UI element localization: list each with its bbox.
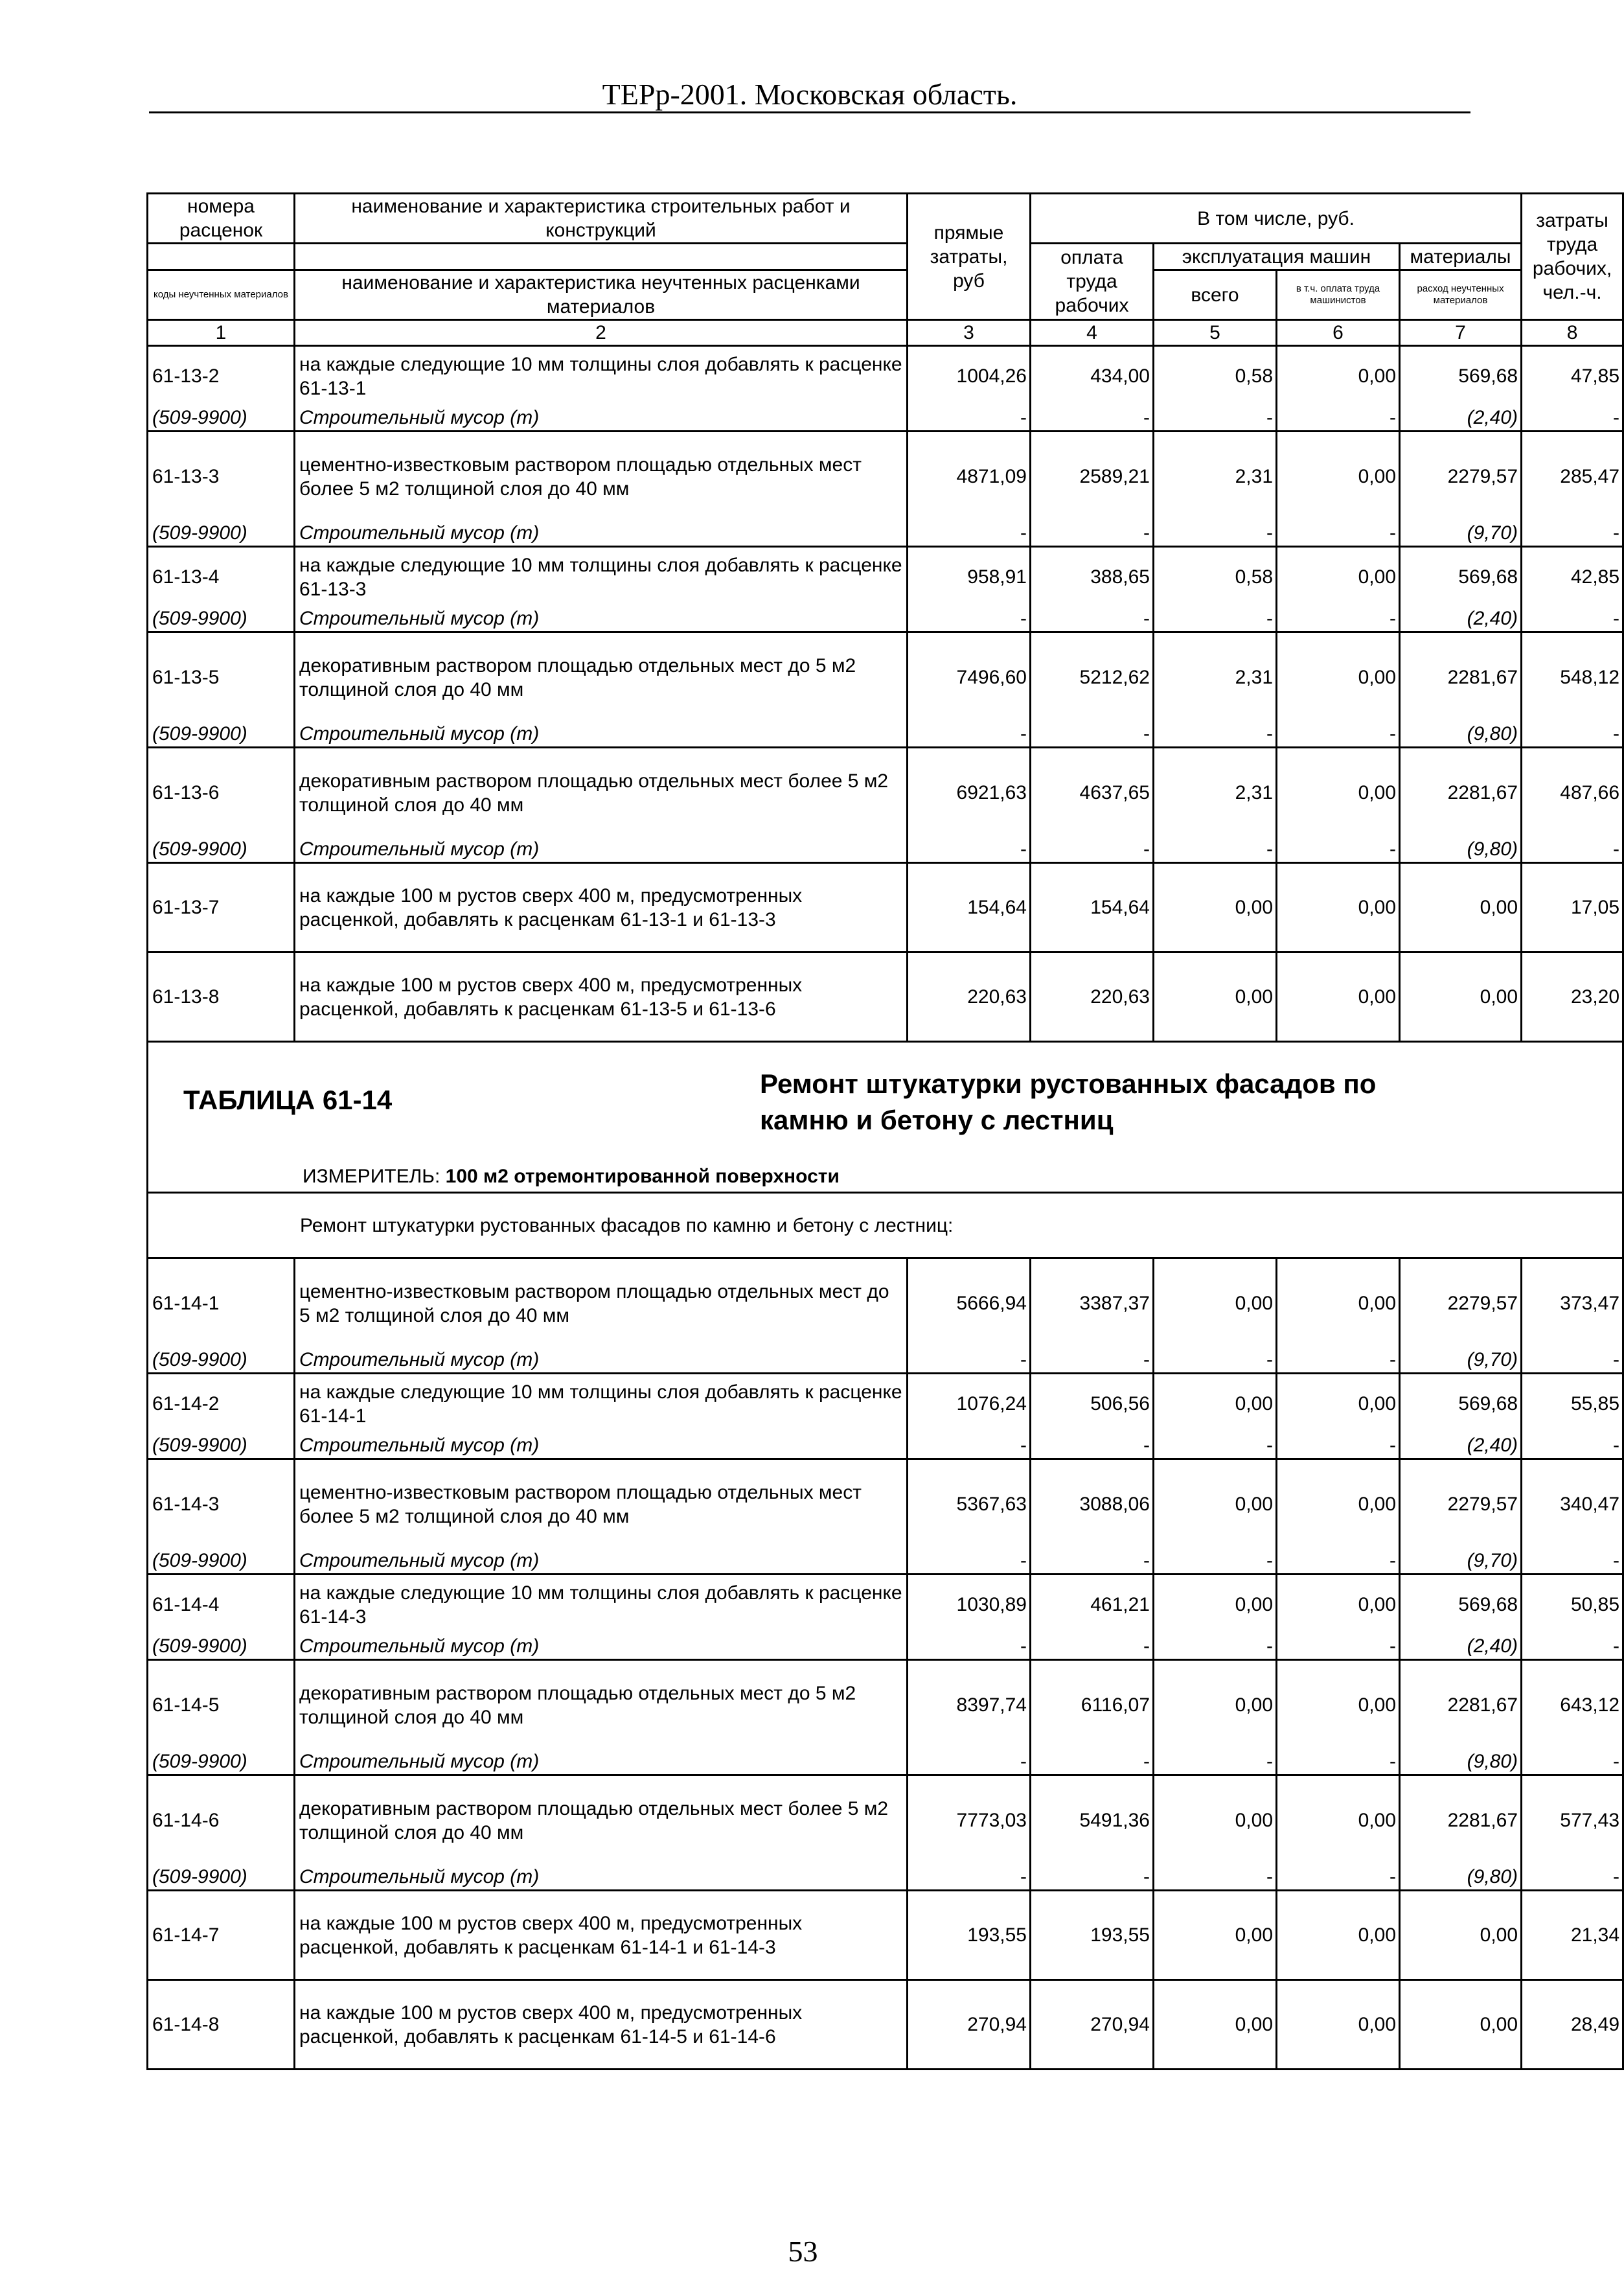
rate-value: 0,00: [1277, 1258, 1400, 1348]
table-row: [148, 863, 1623, 952]
rate-value: 23,20: [1522, 952, 1623, 1042]
rate-value: 0,00: [1277, 748, 1400, 837]
rate-value: 373,47: [1522, 1258, 1623, 1348]
rate-value: 0,00: [1277, 1775, 1400, 1865]
rate-value: 7496,60: [908, 632, 1031, 722]
material-value: (9,80): [1400, 837, 1522, 863]
page-header: ТЕРр-2001. Московская область.: [602, 78, 1018, 111]
table-meter: [303, 1164, 840, 1188]
rate-code: 61-14-4: [148, 1575, 295, 1634]
col-materials-unaccounted: расход неучтенных материалов: [1400, 270, 1522, 320]
material-value: -: [1277, 406, 1400, 432]
material-code: (509-9900): [148, 1634, 295, 1660]
material-value: -: [1031, 837, 1154, 863]
rate-value: 569,68: [1400, 547, 1522, 606]
rate-value: 8397,74: [908, 1660, 1031, 1749]
col-machines-drivers: в т.ч. оплата труда машинистов: [1277, 270, 1400, 320]
rate-value: 0,00: [1154, 1374, 1277, 1433]
material-row: [148, 1549, 1623, 1575]
material-value: -: [1031, 1865, 1154, 1891]
table-title: Ремонт штукатурки рустованных фасадов по камню и бетону с лестниц: [760, 1068, 1377, 1135]
material-value: -: [1522, 1549, 1623, 1575]
rate-code: 61-13-3: [148, 432, 295, 521]
material-name: Строительный мусор (т): [295, 606, 908, 632]
rate-value: 461,21: [1031, 1575, 1154, 1634]
rate-value: 0,00: [1154, 952, 1277, 1042]
col-number: 6: [1277, 320, 1400, 346]
material-code: (509-9900): [148, 1433, 295, 1459]
rate-value: 0,00: [1277, 632, 1400, 722]
rate-value: 1030,89: [908, 1575, 1031, 1634]
material-value: -: [908, 606, 1031, 632]
table-row: [148, 1258, 1623, 1348]
table-row: [148, 632, 1623, 722]
material-value: (2,40): [1400, 1634, 1522, 1660]
material-code: (509-9900): [148, 1549, 295, 1575]
material-name: Строительный мусор (т): [295, 1549, 908, 1575]
rate-value: 3387,37: [1031, 1258, 1154, 1348]
rate-value: 0,58: [1154, 346, 1277, 406]
material-name: Строительный мусор (т): [295, 1749, 908, 1775]
rate-value: 285,47: [1522, 432, 1623, 521]
material-name: Строительный мусор (т): [295, 722, 908, 748]
rate-value: 6116,07: [1031, 1660, 1154, 1749]
rate-code: 61-14-2: [148, 1374, 295, 1433]
col-labor-cost: затраты труда рабочих, чел.-ч.: [1522, 194, 1623, 320]
rate-value: 0,00: [1277, 346, 1400, 406]
rate-value: 4637,65: [1031, 748, 1154, 837]
material-value: -: [1277, 837, 1400, 863]
material-value: -: [1522, 1348, 1623, 1374]
rate-value: 2,31: [1154, 748, 1277, 837]
material-value: (9,70): [1400, 1348, 1522, 1374]
material-value: -: [1277, 1865, 1400, 1891]
page-number: 53: [788, 2235, 818, 2268]
material-value: -: [1522, 521, 1623, 547]
col-name-top-cont: [295, 244, 908, 270]
rate-value: 17,05: [1522, 863, 1623, 952]
rate-code: 61-14-3: [148, 1459, 295, 1549]
rate-value: 270,94: [908, 1980, 1031, 2070]
rate-value: 47,85: [1522, 346, 1623, 406]
rate-value: 2281,67: [1400, 748, 1522, 837]
material-value: -: [908, 1348, 1031, 1374]
rate-value: 0,00: [1154, 1258, 1277, 1348]
material-value: -: [1031, 722, 1154, 748]
material-value: -: [1031, 1634, 1154, 1660]
material-value: -: [1277, 1634, 1400, 1660]
material-value: -: [908, 722, 1031, 748]
rate-value: 7773,03: [908, 1775, 1031, 1865]
material-row: [148, 837, 1623, 863]
material-row: [148, 1749, 1623, 1775]
material-code: (509-9900): [148, 722, 295, 748]
rate-description: на каждые следующие 10 мм толщины слоя добавлять к расценке 61-13-3: [295, 547, 908, 606]
rate-value: 0,00: [1154, 1775, 1277, 1865]
col-machines-total: всего: [1154, 270, 1277, 320]
rate-value: 0,00: [1277, 1459, 1400, 1549]
material-value: -: [1522, 606, 1623, 632]
table-row: [148, 1459, 1623, 1549]
rate-value: 0,00: [1400, 952, 1522, 1042]
rate-value: 270,94: [1031, 1980, 1154, 2070]
rate-value: 0,00: [1277, 1891, 1400, 1980]
rate-description: на каждые 100 м рустов сверх 400 м, предусмотренных расценкой, добавлять к расценкам 61-13-5 и 61-13-6: [295, 952, 908, 1042]
rate-value: 1076,24: [908, 1374, 1031, 1433]
material-value: -: [1031, 406, 1154, 432]
material-value: -: [1277, 1433, 1400, 1459]
rate-value: 569,68: [1400, 346, 1522, 406]
material-value: -: [908, 1749, 1031, 1775]
col-name-bottom: наименование и характеристика неучтенных расценками материалов: [295, 270, 908, 320]
rate-value: 0,00: [1400, 1891, 1522, 1980]
rate-value: 220,63: [1031, 952, 1154, 1042]
rate-value: 340,47: [1522, 1459, 1623, 1549]
rate-value: 2279,57: [1400, 1258, 1522, 1348]
rate-value: 50,85: [1522, 1575, 1623, 1634]
rate-description: на каждые следующие 10 мм толщины слоя добавлять к расценке 61-14-3: [295, 1575, 908, 1634]
material-name: Строительный мусор (т): [295, 521, 908, 547]
section-title: Ремонт штукатурки рустованных фасадов по камню и бетону с лестниц:: [148, 1193, 1623, 1258]
material-value: -: [1277, 722, 1400, 748]
rate-value: 548,12: [1522, 632, 1623, 722]
rate-value: 2281,67: [1400, 1660, 1522, 1749]
rate-value: 4871,09: [908, 432, 1031, 521]
material-value: -: [1154, 1749, 1277, 1775]
rate-value: 2589,21: [1031, 432, 1154, 521]
material-value: -: [1031, 1749, 1154, 1775]
material-name: Строительный мусор (т): [295, 1634, 908, 1660]
material-row: [148, 406, 1623, 432]
material-value: -: [1522, 1634, 1623, 1660]
rates-table: [146, 192, 1624, 2070]
meter-value: 100 м2 отремонтированной поверхности: [445, 1166, 840, 1187]
table-title-cell: [148, 1042, 1623, 1193]
rate-value: 2281,67: [1400, 1775, 1522, 1865]
rate-value: 388,65: [1031, 547, 1154, 606]
rate-code: 61-14-7: [148, 1891, 295, 1980]
col-num-bottom: коды неучтенных материалов: [148, 270, 295, 320]
col-including: В том числе, руб.: [1031, 194, 1522, 244]
rate-value: 0,58: [1154, 547, 1277, 606]
material-row: [148, 606, 1623, 632]
rate-value: 5367,63: [908, 1459, 1031, 1549]
rate-value: 5212,62: [1031, 632, 1154, 722]
material-value: -: [1277, 521, 1400, 547]
material-code: (509-9900): [148, 406, 295, 432]
rate-value: 0,00: [1154, 1891, 1277, 1980]
material-value: -: [1277, 1749, 1400, 1775]
material-value: -: [1522, 837, 1623, 863]
material-row: [148, 1865, 1623, 1891]
col-number: 8: [1522, 320, 1623, 346]
rate-value: 0,00: [1277, 1575, 1400, 1634]
rate-value: 434,00: [1031, 346, 1154, 406]
material-code: (509-9900): [148, 1749, 295, 1775]
material-value: -: [1154, 1433, 1277, 1459]
table-body-a: [148, 346, 1623, 1042]
table-row: [148, 346, 1623, 406]
rate-value: 569,68: [1400, 1374, 1522, 1433]
rate-description: декоративным раствором площадью отдельных мест до 5 м2 толщиной слоя до 40 мм: [295, 632, 908, 722]
rate-value: 0,00: [1154, 1575, 1277, 1634]
table-label: ТАБЛИЦА 61-14: [183, 1085, 393, 1115]
rate-description: на каждые следующие 10 мм толщины слоя добавлять к расценке 61-14-1: [295, 1374, 908, 1433]
material-code: (509-9900): [148, 1348, 295, 1374]
material-code: (509-9900): [148, 521, 295, 547]
rate-code: 61-13-5: [148, 632, 295, 722]
col-number: 5: [1154, 320, 1277, 346]
rate-value: 55,85: [1522, 1374, 1623, 1433]
material-value: -: [1154, 722, 1277, 748]
rate-value: 28,49: [1522, 1980, 1623, 2070]
material-value: (9,80): [1400, 722, 1522, 748]
material-value: -: [908, 1549, 1031, 1575]
table-row: [148, 432, 1623, 521]
material-value: -: [1154, 837, 1277, 863]
rate-value: 6921,63: [908, 748, 1031, 837]
rate-value: 0,00: [1154, 1980, 1277, 2070]
rate-value: 154,64: [908, 863, 1031, 952]
rate-code: 61-13-6: [148, 748, 295, 837]
rate-code: 61-14-5: [148, 1660, 295, 1749]
material-value: -: [1154, 606, 1277, 632]
rate-value: 2281,67: [1400, 632, 1522, 722]
rate-code: 61-14-1: [148, 1258, 295, 1348]
col-name-top: наименование и характеристика строительных работ и конструкций: [295, 194, 908, 244]
material-row: [148, 1433, 1623, 1459]
rate-value: 42,85: [1522, 547, 1623, 606]
material-value: -: [908, 1634, 1031, 1660]
table-row: [148, 1660, 1623, 1749]
material-value: -: [1522, 1433, 1623, 1459]
rate-value: 506,56: [1031, 1374, 1154, 1433]
rate-value: 1004,26: [908, 346, 1031, 406]
rate-value: 220,63: [908, 952, 1031, 1042]
rate-value: 0,00: [1277, 1374, 1400, 1433]
rate-value: 2,31: [1154, 432, 1277, 521]
material-name: Строительный мусор (т): [295, 1348, 908, 1374]
col-number: 1: [148, 320, 295, 346]
header-rule: [149, 111, 1470, 113]
col-direct: прямые затраты, руб: [908, 194, 1031, 320]
material-name: Строительный мусор (т): [295, 406, 908, 432]
material-row: [148, 521, 1623, 547]
rate-value: 0,00: [1400, 863, 1522, 952]
rate-value: 2279,57: [1400, 432, 1522, 521]
material-row: [148, 722, 1623, 748]
material-value: -: [1031, 1348, 1154, 1374]
material-code: (509-9900): [148, 1865, 295, 1891]
table-61-14-block: [148, 1042, 1623, 1258]
material-value: -: [1031, 606, 1154, 632]
col-number: 2: [295, 320, 908, 346]
table-body-b: [148, 1258, 1623, 2070]
col-materials: материалы: [1400, 244, 1522, 270]
rate-value: 643,12: [1522, 1660, 1623, 1749]
table-head: [148, 194, 1623, 346]
rate-value: 577,43: [1522, 1775, 1623, 1865]
table-row: [148, 748, 1623, 837]
rate-value: 154,64: [1031, 863, 1154, 952]
rate-value: 5666,94: [908, 1258, 1031, 1348]
col-number: 4: [1031, 320, 1154, 346]
material-value: -: [1154, 1865, 1277, 1891]
rate-value: 2279,57: [1400, 1459, 1522, 1549]
rate-value: 5491,36: [1031, 1775, 1154, 1865]
rate-value: 0,00: [1277, 1660, 1400, 1749]
col-machines: эксплуатация машин: [1154, 244, 1400, 270]
material-value: -: [1154, 406, 1277, 432]
material-value: -: [1031, 1549, 1154, 1575]
material-value: -: [1154, 1348, 1277, 1374]
rate-code: 61-14-8: [148, 1980, 295, 2070]
rate-value: 0,00: [1277, 1980, 1400, 2070]
table-row: [148, 1980, 1623, 2070]
rate-value: 0,00: [1154, 863, 1277, 952]
material-row: [148, 1634, 1623, 1660]
rate-description: декоративным раствором площадью отдельных мест более 5 м2 толщиной слоя до 40 мм: [295, 1775, 908, 1865]
rate-code: 61-13-2: [148, 346, 295, 406]
col-num-top: номера расценок: [148, 194, 295, 244]
material-name: Строительный мусор (т): [295, 1865, 908, 1891]
rate-description: на каждые следующие 10 мм толщины слоя добавлять к расценке 61-13-1: [295, 346, 908, 406]
material-value: (9,80): [1400, 1749, 1522, 1775]
table-row: [148, 547, 1623, 606]
rate-description: цементно-известковым раствором площадью отдельных мест более 5 м2 толщиной слоя до 40 мм: [295, 1459, 908, 1549]
material-value: -: [1277, 606, 1400, 632]
col-num-top-cont: [148, 244, 295, 270]
table-row: [148, 1575, 1623, 1634]
table-row: [148, 952, 1623, 1042]
material-value: -: [1031, 1433, 1154, 1459]
material-value: -: [1522, 722, 1623, 748]
material-value: -: [908, 521, 1031, 547]
meter-label: ИЗМЕРИТЕЛЬ:: [303, 1166, 440, 1187]
material-value: -: [1154, 1549, 1277, 1575]
material-value: -: [1522, 1865, 1623, 1891]
material-value: -: [1154, 1634, 1277, 1660]
rate-value: 0,00: [1154, 1660, 1277, 1749]
material-value: (9,80): [1400, 1865, 1522, 1891]
rate-description: цементно-известковым раствором площадью отдельных мест более 5 м2 толщиной слоя до 40 мм: [295, 432, 908, 521]
rate-description: на каждые 100 м рустов сверх 400 м, предусмотренных расценкой, добавлять к расценкам 61-14-5 и 61-14-6: [295, 1980, 908, 2070]
rate-description: на каждые 100 м рустов сверх 400 м, предусмотренных расценкой, добавлять к расценкам 61-13-1 и 61-13-3: [295, 863, 908, 952]
material-row: [148, 1348, 1623, 1374]
material-value: (9,70): [1400, 521, 1522, 547]
material-value: -: [1031, 521, 1154, 547]
rate-value: 0,00: [1277, 432, 1400, 521]
rate-value: 0,00: [1277, 863, 1400, 952]
rate-value: 21,34: [1522, 1891, 1623, 1980]
rate-value: 193,55: [1031, 1891, 1154, 1980]
rate-code: 61-13-4: [148, 547, 295, 606]
material-value: -: [908, 406, 1031, 432]
col-number: 3: [908, 320, 1031, 346]
material-value: -: [1277, 1348, 1400, 1374]
material-value: -: [1154, 521, 1277, 547]
table-row: [148, 1891, 1623, 1980]
material-value: -: [1277, 1549, 1400, 1575]
material-value: (2,40): [1400, 406, 1522, 432]
rate-code: 61-13-8: [148, 952, 295, 1042]
rate-description: декоративным раствором площадью отдельных мест до 5 м2 толщиной слоя до 40 мм: [295, 1660, 908, 1749]
table-row: [148, 1775, 1623, 1865]
material-name: Строительный мусор (т): [295, 1433, 908, 1459]
rate-value: 0,00: [1154, 1459, 1277, 1549]
col-labor-pay: оплата труда рабочих: [1031, 244, 1154, 320]
col-number: 7: [1400, 320, 1522, 346]
rate-value: 0,00: [1277, 547, 1400, 606]
rate-value: 958,91: [908, 547, 1031, 606]
material-value: -: [1522, 1749, 1623, 1775]
material-value: -: [908, 1433, 1031, 1459]
material-value: -: [908, 1865, 1031, 1891]
material-value: (9,70): [1400, 1549, 1522, 1575]
material-code: (509-9900): [148, 837, 295, 863]
material-value: -: [908, 837, 1031, 863]
rate-description: декоративным раствором площадью отдельных мест более 5 м2 толщиной слоя до 40 мм: [295, 748, 908, 837]
rate-value: 0,00: [1277, 952, 1400, 1042]
material-name: Строительный мусор (т): [295, 837, 908, 863]
rate-description: на каждые 100 м рустов сверх 400 м, предусмотренных расценкой, добавлять к расценкам 61-14-1 и 61-14-3: [295, 1891, 908, 1980]
material-value: (2,40): [1400, 606, 1522, 632]
rate-value: 487,66: [1522, 748, 1623, 837]
rate-description: цементно-известковым раствором площадью отдельных мест до 5 м2 толщиной слоя до 40 мм: [295, 1258, 908, 1348]
rate-code: 61-14-6: [148, 1775, 295, 1865]
rate-value: 3088,06: [1031, 1459, 1154, 1549]
rate-code: 61-13-7: [148, 863, 295, 952]
rate-value: 2,31: [1154, 632, 1277, 722]
material-value: -: [1522, 406, 1623, 432]
rate-value: 569,68: [1400, 1575, 1522, 1634]
rate-value: 0,00: [1400, 1980, 1522, 2070]
table-row: [148, 1374, 1623, 1433]
rate-value: 193,55: [908, 1891, 1031, 1980]
material-code: (509-9900): [148, 606, 295, 632]
material-value: (2,40): [1400, 1433, 1522, 1459]
